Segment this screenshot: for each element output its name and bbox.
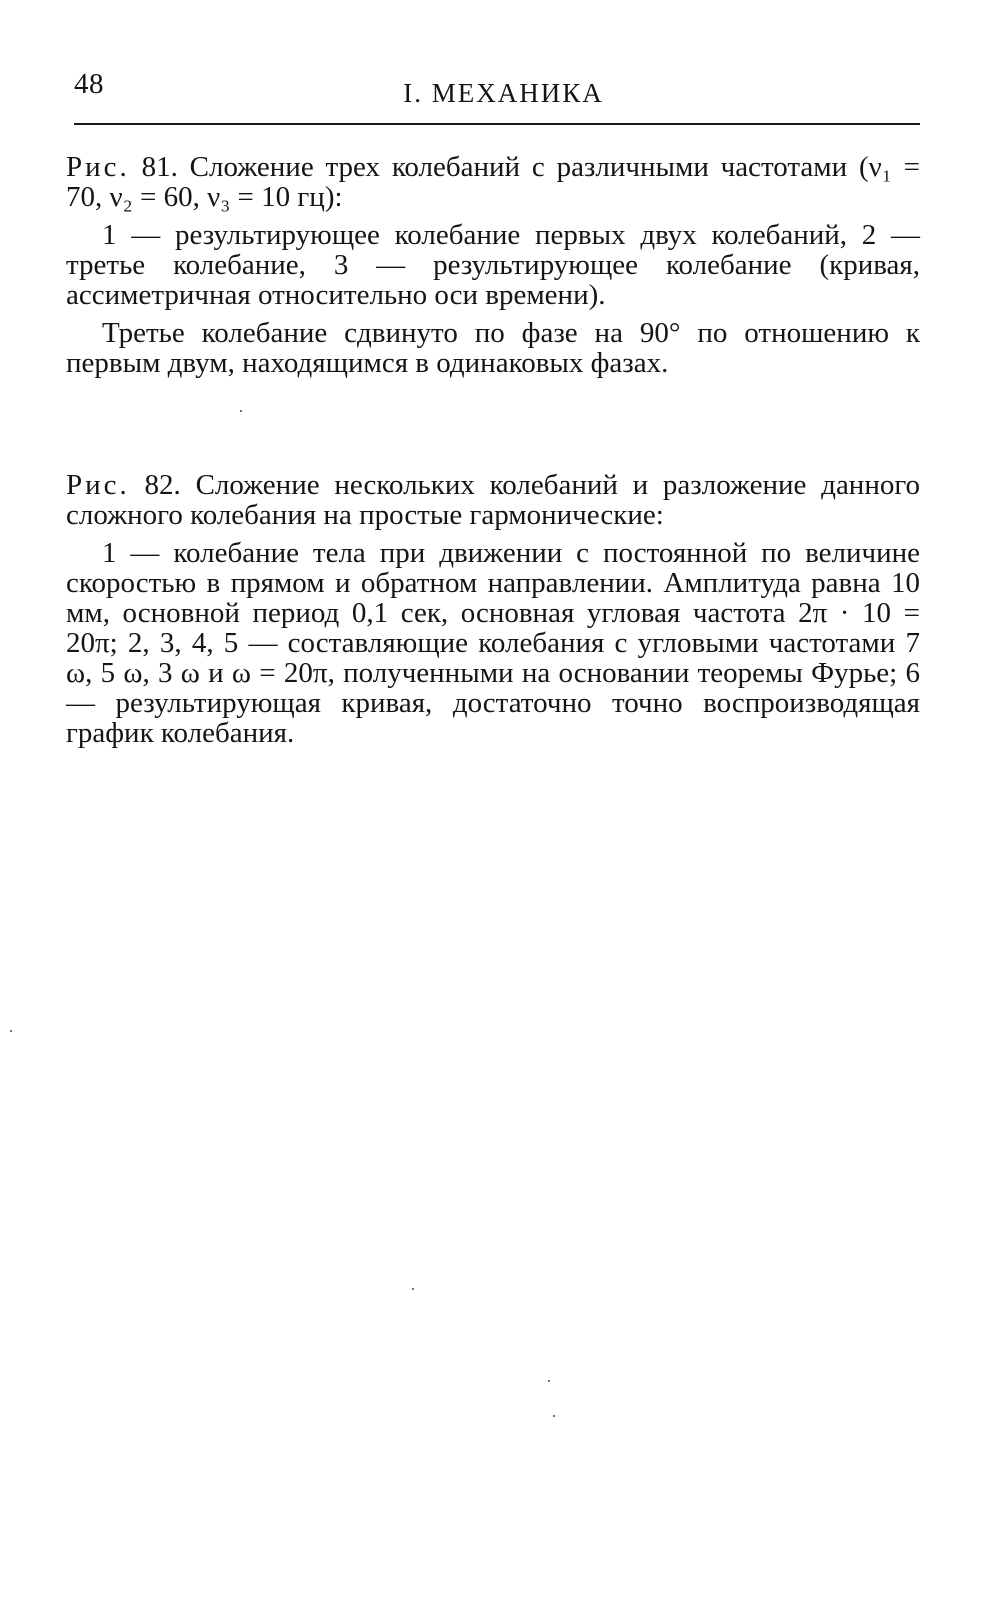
figure-82-label: Рис.: [66, 469, 130, 501]
figure-82-title-text: Сложение нескольких колебаний и разложение данного сложного колебания на простые гармонические:: [66, 469, 921, 531]
scan-speck: [10, 1030, 12, 1032]
scan-speck: [553, 1415, 555, 1417]
figure-81-note: Третье колебание сдвинуто по фазе на 90° по отношению к первым двум, находящимся в одинаковых фазах.: [66, 317, 920, 379]
scan-speck: [412, 1288, 414, 1290]
figure-81-legend: 1 — результирующее колебание первых двух колебаний, 2 — третье колебание, 3 — результирующее колебание (кривая, ассиметричная относительно оси времени).: [66, 219, 920, 311]
figure-81-number: 81.: [141, 151, 178, 183]
figure-82-legend: 1 — колебание тела при движении с постоянной по величине скоростью в прямом и обратном направлении. Амплитуда равна 10 мм, основной период 0,1 сек, основная угловая частота 2π · 10 = 20π; 2, 3, 4, 5 — составляющие колебания с угловыми частотами 7 ω, 5 ω, 3 ω и ω = 20π, полученными на основании теоремы Фурье; 6 — результирующая кривая, достаточно точно воспроизводящая график колебания.: [66, 537, 920, 749]
figure-82-caption: [66, 470, 920, 748]
figure-81-label: Рис.: [66, 151, 130, 183]
figure-81-caption: [66, 152, 920, 378]
running-head: I. МЕХАНИКА: [403, 78, 604, 108]
figure-82-number: 82.: [144, 469, 181, 501]
page-number: 48: [74, 68, 104, 100]
header-rule: [74, 123, 920, 125]
scan-speck: [240, 410, 242, 412]
scan-speck: [548, 1380, 550, 1382]
figure-81-title-text: Сложение трех колебаний с различными частотами (ν₁ = 70, ν₂ = 60, ν₃ = 10 гц):: [66, 151, 921, 213]
figure-81-title: [66, 152, 920, 212]
figure-82-title: [66, 470, 920, 530]
